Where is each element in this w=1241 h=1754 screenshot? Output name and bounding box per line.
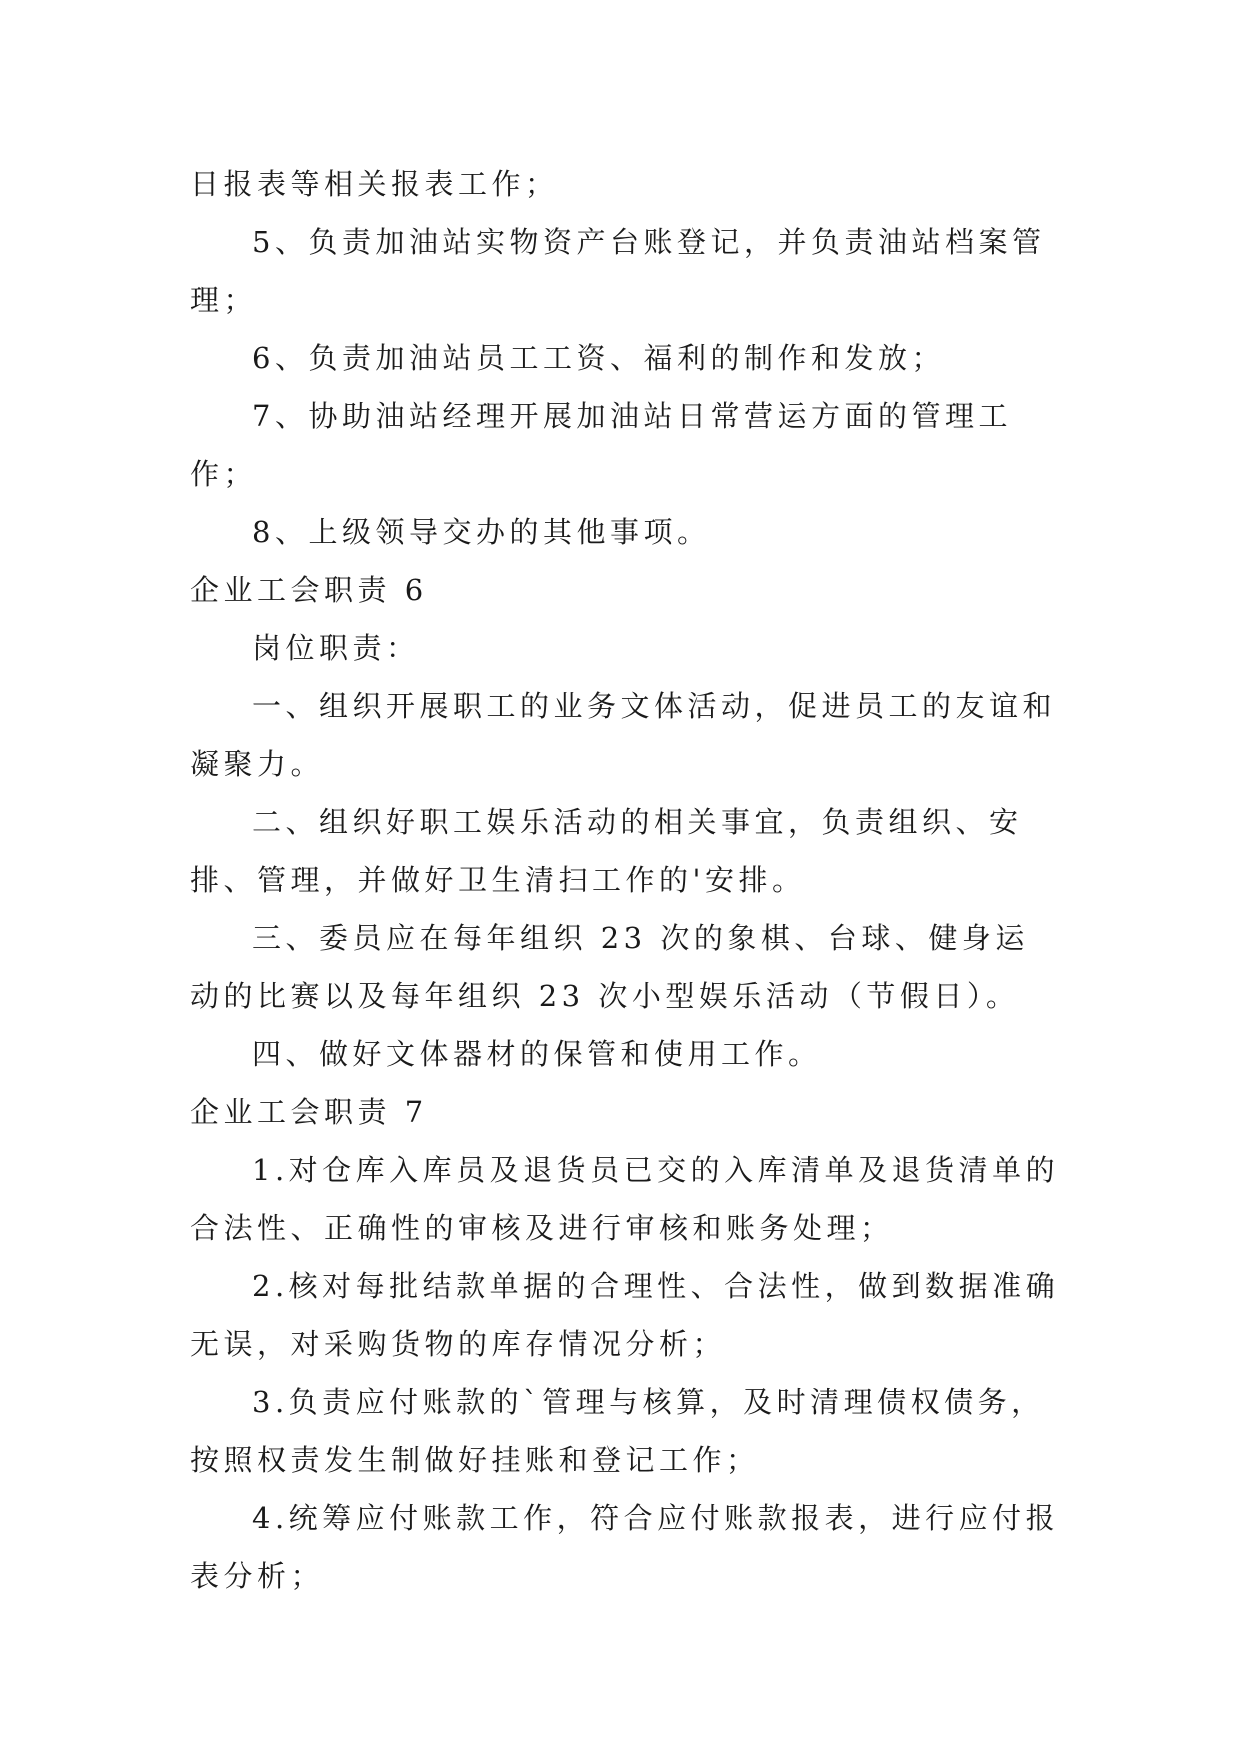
paragraph-numbered-1: 1.对仓库入库员及退货员已交的入库清单及退货清单的合法性、正确性的审核及进行审核和账务处理；	[190, 1153, 1060, 1245]
paragraph-item-7: 7、协助油站经理开展加油站日常营运方面的管理工作；	[190, 399, 1012, 491]
paragraph-duty-two: 二、组织好职工娱乐活动的相关事宜，负责组织、安排、管理，并做好卫生清扫工作的'安排。	[190, 805, 1023, 897]
paragraph-duty-four: 四、做好文体器材的保管和使用工作。	[252, 1037, 822, 1071]
paragraph-numbered-2: 2.核对每批结款单据的合理性、合法性，做到数据准确无误，对采购货物的库存情况分析；	[190, 1269, 1060, 1361]
paragraph-item-6: 6、负责加油站员工工资、福利的制作和发放；	[252, 341, 945, 375]
paragraph-job-duties-label: 岗位职责：	[252, 631, 420, 665]
document-body	[190, 155, 1060, 1605]
paragraph-numbered-4: 4.统筹应付账款工作，符合应付账款报表，进行应付报表分析；	[190, 1501, 1060, 1593]
paragraph-item-5: 5、负责加油站实物资产台账登记，并负责油站档案管理；	[190, 225, 1046, 317]
paragraph-continuation: 日报表等相关报表工作；	[190, 167, 559, 201]
paragraph-item-8: 8、上级领导交办的其他事项。	[252, 515, 711, 549]
paragraph-duty-three: 三、委员应在每年组织 23 次的象棋、台球、健身运动的比赛以及每年组织 23 次小型娱乐活动（节假日）。	[190, 921, 1029, 1013]
section-heading-7: 企业工会职责 7	[190, 1095, 428, 1129]
section-heading-6: 企业工会职责 6	[190, 573, 428, 607]
paragraph-numbered-3: 3.负责应付账款的`管理与核算，及时清理债权债务，按照权责发生制做好挂账和登记工作；	[190, 1385, 1045, 1477]
paragraph-duty-one: 一、组织开展职工的业务文体活动，促进员工的友谊和凝聚力。	[190, 689, 1057, 781]
